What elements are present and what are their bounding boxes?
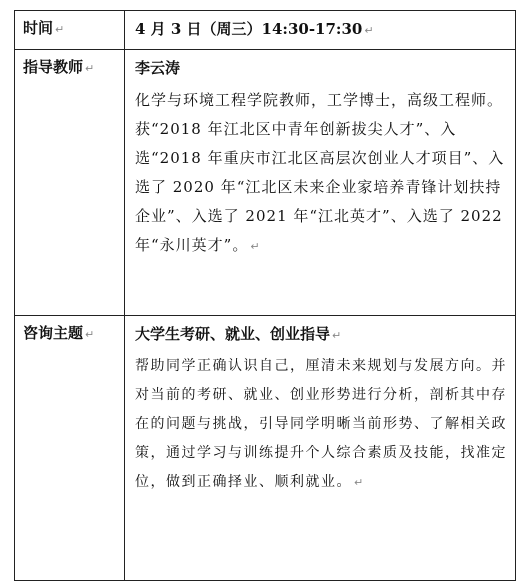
topic-title-line (135, 324, 507, 346)
paragraph-mark-icon: ↵ (332, 329, 342, 342)
topic-label: 咨询主题 (23, 324, 84, 342)
teacher-label-cell (15, 50, 125, 316)
topic-row (15, 316, 516, 581)
time-value: 4 月 3 日（周三）14:30-17:30 (135, 20, 363, 38)
topic-desc-paragraph (135, 352, 507, 497)
topic-title: 大学生考研、就业、创业指导 (135, 325, 331, 343)
time-value-cell (125, 11, 516, 50)
paragraph-mark-icon: ↵ (364, 24, 374, 37)
teacher-bio: 化学与环境工程学院教师，工学博士，高级工程师。获“2018 年江北区中青年创新拔尖人才”、入选“2018 年重庆市江北区高层次创业人才项目”、入选了 2020 年“江北区未来企业家培养青锋计划扶持企业”、入选了 2021 年“江北英才”、入选了 2022 年“永川英才”。 (135, 91, 505, 254)
topic-label-cell (15, 316, 125, 581)
time-label-cell (15, 11, 125, 50)
teacher-bio-paragraph (135, 86, 507, 261)
paragraph-mark-icon: ↵ (85, 62, 95, 75)
time-value-line (135, 17, 507, 41)
teacher-value-cell (125, 50, 516, 316)
paragraph-mark-icon: ↵ (55, 23, 65, 36)
topic-value-cell (125, 316, 516, 581)
teacher-row (15, 50, 516, 316)
paragraph-mark-icon: ↵ (354, 476, 365, 489)
time-row (15, 11, 516, 50)
paragraph-mark-icon: ↵ (250, 240, 261, 253)
time-label: 时间 (23, 19, 54, 37)
topic-desc: 帮助同学正确认识自己，厘清未来规划与发展方向。并对当前的考研、就业、创业形势进行分析，剖析其中存在的问题与挑战，引导同学明晰当前形势、了解相关政策，通过学习与训练提升个人综合素质及技能，找准定位，做到正确择业、顺利就业。 (135, 358, 507, 490)
info-table (14, 10, 516, 581)
teacher-label: 指导教师 (23, 58, 84, 76)
paragraph-mark-icon: ↵ (85, 328, 95, 341)
teacher-name: 李云涛 (135, 59, 181, 77)
